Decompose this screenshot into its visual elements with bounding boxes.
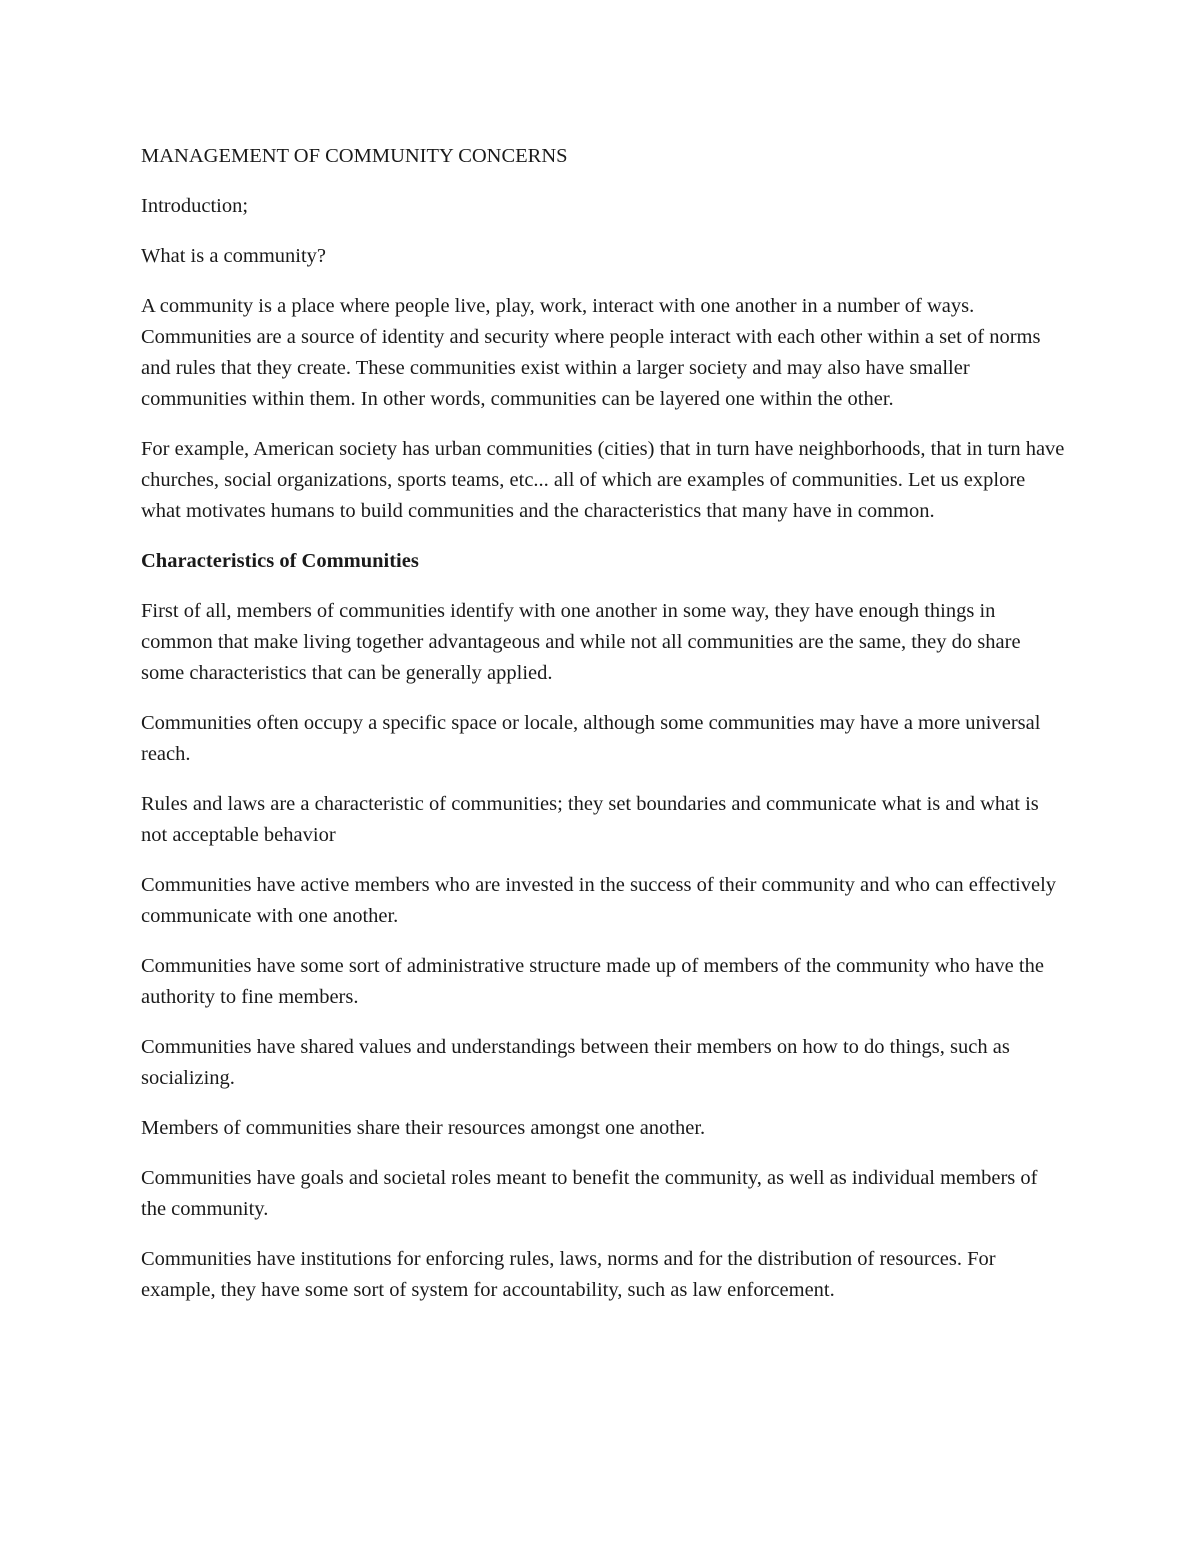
paragraph: Communities have some sort of administrative structure made up of members of the community who have the authority to fine members. — [141, 955, 1044, 1008]
document-body — [141, 141, 1066, 1325]
question-line: What is a community? — [141, 245, 327, 267]
paragraph: Communities often occupy a specific space or locale, although some communities may have a more universal reach. — [141, 712, 1041, 765]
paragraph: Communities have active members who are invested in the success of their community and who can effectively communicate with one another. — [141, 874, 1057, 927]
paragraph: A community is a place where people live, play, work, interact with one another in a number of ways. Communities are a source of identity and security where people interact with each other within a set of norms and rules that they create. These communities exist within a larger society and may also have smaller communities within them. In other words, communities can be layered one within the other. — [141, 295, 1041, 410]
paragraph: Communities have institutions for enforcing rules, laws, norms and for the distribution of resources. For example, they have some sort of system for accountability, such as law enforcement. — [141, 1248, 996, 1301]
paragraph: Rules and laws are a characteristic of communities; they set boundaries and communicate what is and what is not acceptable behavior — [141, 793, 1039, 846]
section-heading: Characteristics of Communities — [141, 550, 419, 572]
intro-label: Introduction; — [141, 195, 249, 217]
document-title: MANAGEMENT OF COMMUNITY CONCERNS — [141, 145, 568, 167]
paragraph: Members of communities share their resources amongst one another. — [141, 1117, 706, 1139]
paragraph: Communities have goals and societal roles meant to benefit the community, as well as individual members of the community. — [141, 1167, 1038, 1220]
paragraph: First of all, members of communities identify with one another in some way, they have enough things in common that make living together advantageous and while not all communities are the same, they do share some characteristics that can be generally applied. — [141, 600, 1021, 684]
paragraph: Communities have shared values and understandings between their members on how to do things, such as socializing. — [141, 1036, 1010, 1089]
paragraph: For example, American society has urban communities (cities) that in turn have neighborhoods, that in turn have churches, social organizations, sports teams, etc... all of which are examples of communities. Let us explore what motivates humans to build communities and the characteristics that many have in common. — [141, 438, 1065, 522]
